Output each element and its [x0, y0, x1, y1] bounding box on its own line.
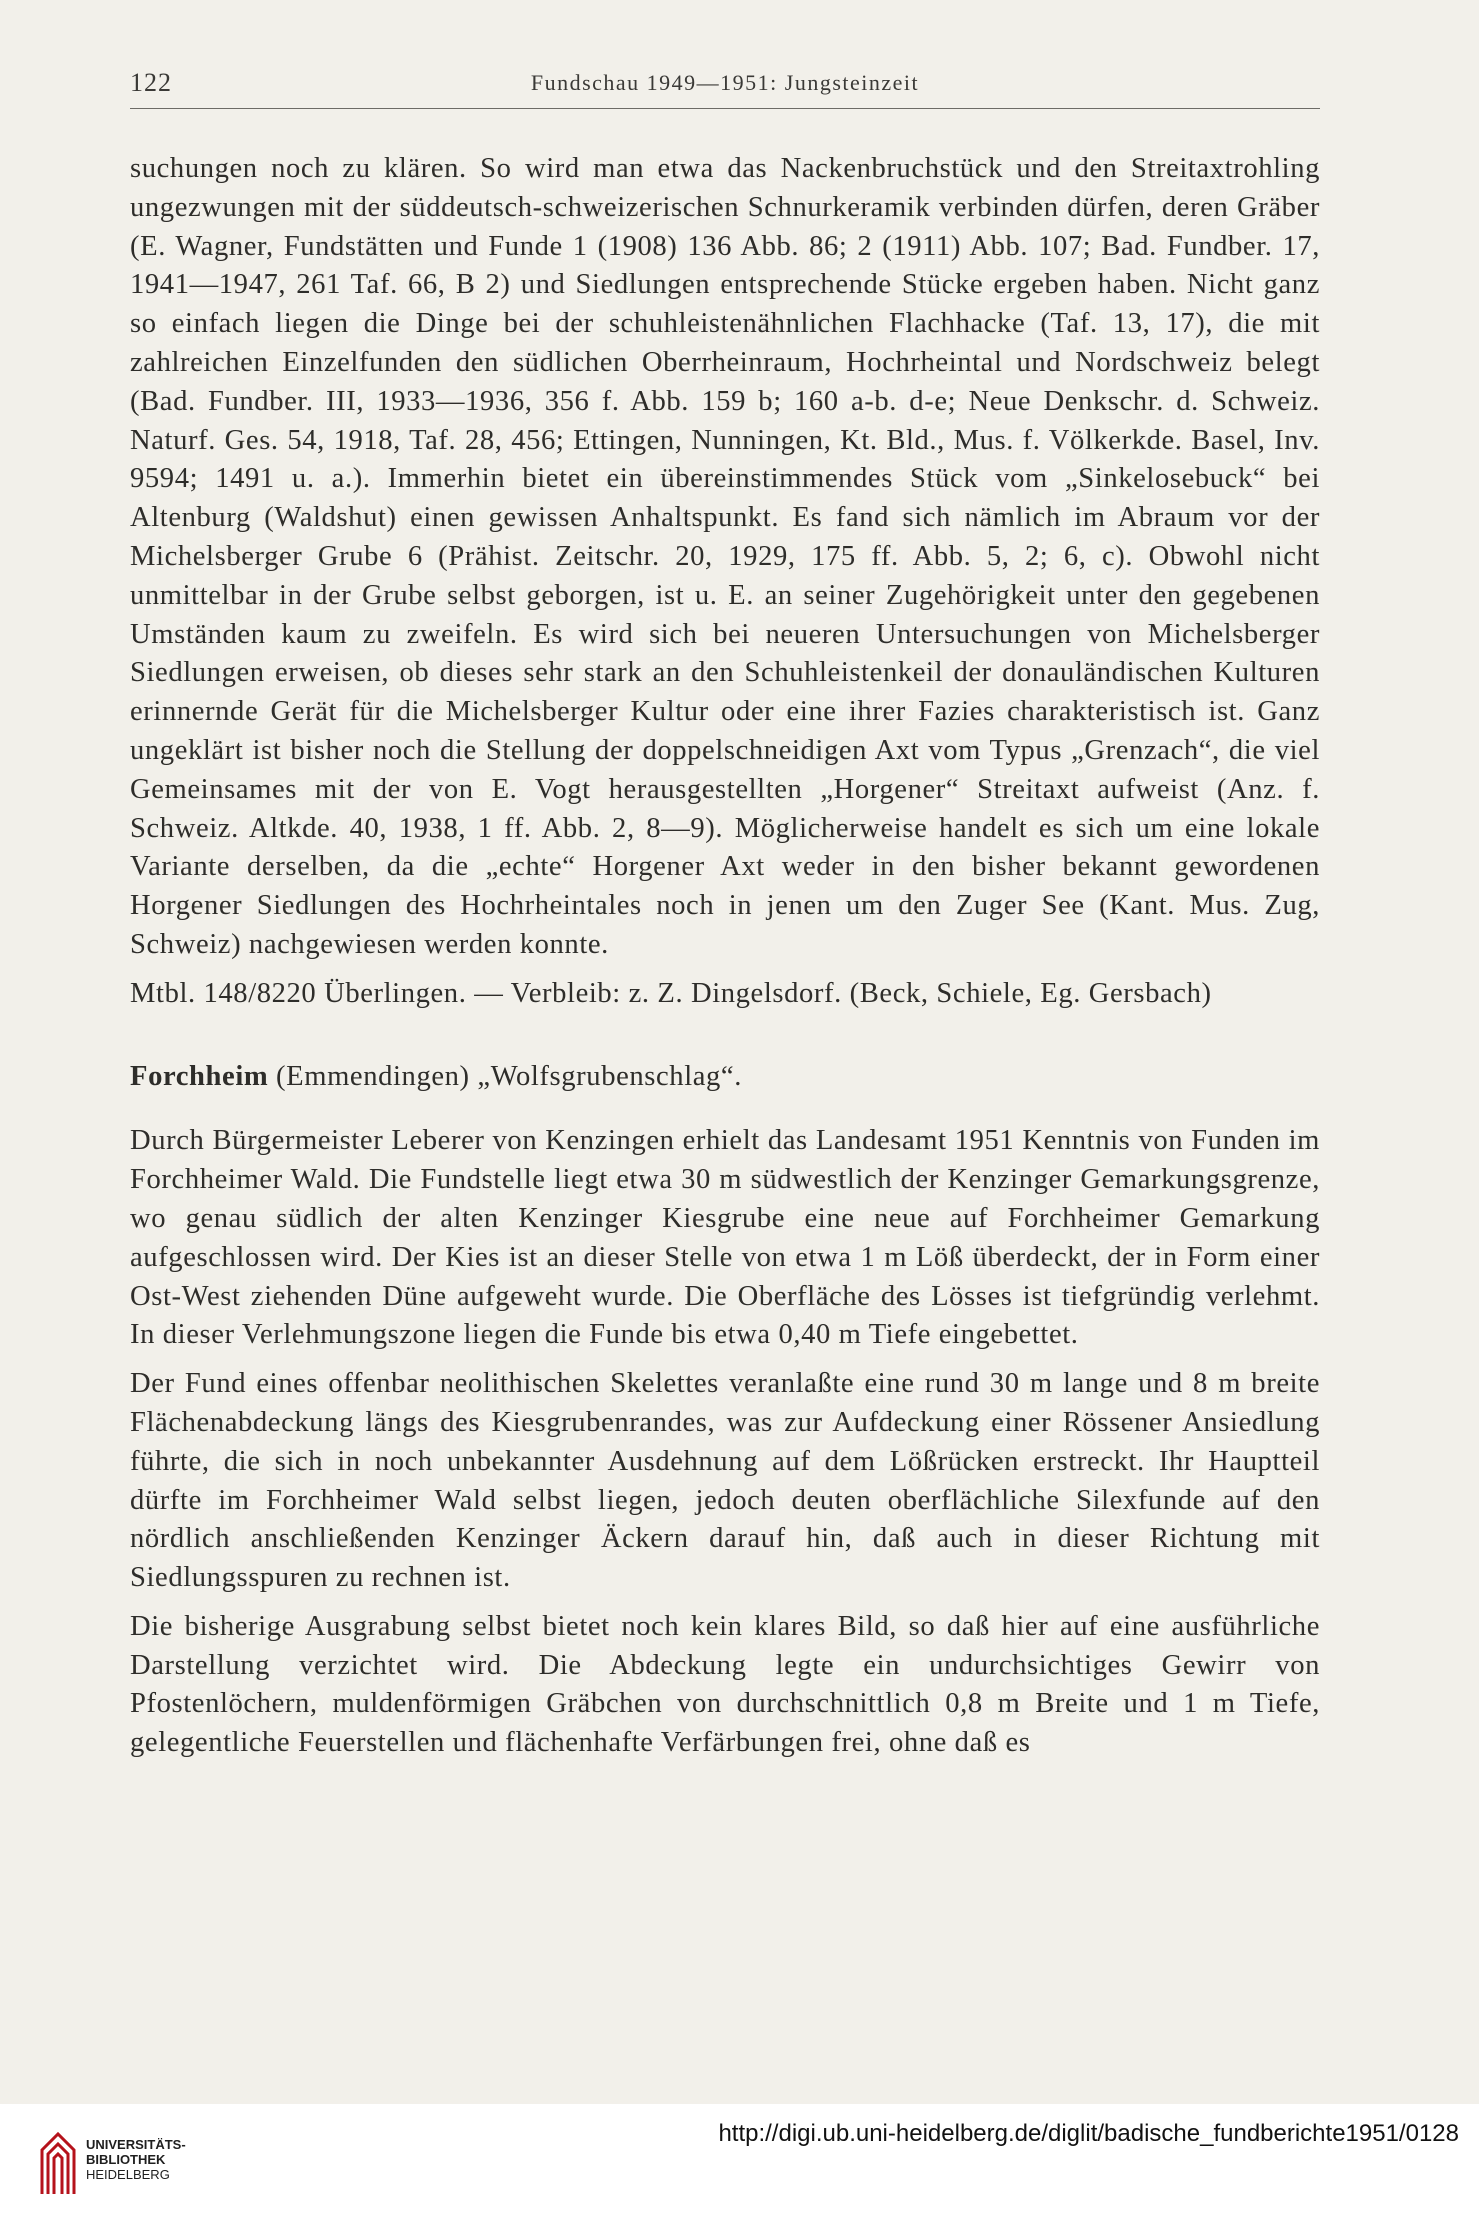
source-url-link[interactable]: http://digi.ub.uni-heidelberg.de/diglit/badische_fundberichte1951/0128 [718, 2120, 1459, 2147]
site-name: Forchheim [130, 1060, 269, 1092]
paragraph-2: Mtbl. 148/8220 Überlingen. — Verbleib: z. Z. Dingelsdorf. (Beck, Schiele, Eg. Gersbach) [130, 977, 1212, 1009]
library-name-line-3: HEIDELBERG [86, 2167, 170, 2182]
running-head: Fundschau 1949—1951: Jungsteinzeit [530, 70, 920, 95]
library-name-line-2: BIBLIOTHEK [86, 2152, 166, 2167]
page-number: 122 [130, 68, 172, 97]
page-header [130, 62, 1320, 110]
library-name-line-1: UNIVERSITÄTS- [86, 2137, 186, 2152]
section-heading-rest: (Emmendingen) „Wolfsgrubenschlag“. [268, 1060, 742, 1092]
section-paragraph-1: Durch Bürgermeister Leberer von Kenzingen erhielt das Landesamt 1951 Kenntnis von Funden im Forchheimer Wald. Die Fundstelle liegt etwa 30 m südwestlich der Kenzinger Gemarkungsgrenze, wo genau südlich der alten Kenzinger Kiesgrube eine neue auf Forchheimer Gemarkung aufgeschlossen wird. Der Kies ist an dieser Stelle von etwa 1 m Löß überdeckt, der in Form einer Ost-West ziehenden Düne aufgeweht wurde. Die Oberfläche des Lösses ist tiefgründig verlehmt. In dieser Verlehmungszone liegen die Funde bis etwa 0,40 m Tiefe eingebettet. [130, 1125, 1320, 1351]
header-divider [130, 108, 1320, 109]
section-heading [130, 1058, 1320, 1097]
logo-mark [42, 2134, 74, 2194]
footer-bar [0, 2104, 1479, 2219]
section-paragraph-2: Der Fund eines offenbar neolithischen Skelettes veranlaßte eine rund 30 m lange und 8 m breite Flächenabdeckung längs des Kiesgrubenrandes, was zur Aufdeckung einer Rössener Ansiedlung führte, die sich in noch unbekannter Ausdehnung auf dem Lößrücken erstreckt. Ihr Hauptteil dürfte im Forchheimer Wald selbst liegen, jedoch deuten oberflächliche Silexfunde auf den nördlich anschließenden Kenzinger Äckern darauf hin, daß auch in dieser Richtung mit Siedlungsspuren zu rechnen ist. [130, 1368, 1320, 1594]
paragraph-1: suchungen noch zu klären. So wird man etwa das Nackenbruchstück und den Streitaxtrohling ungezwungen mit der süddeutsch-schweizerischen Schnurkeramik verbinden dürfen, deren Gräber (E. Wagner, Fundstätten und Funde 1 (1908) 136 Abb. 86; 2 (1911) Abb. 107; Bad. Fundber. 17, 1941—1947, 261 Taf. 66, B 2) und Siedlungen entsprechende Stücke ergeben haben. Nicht ganz so einfach liegen die Dinge bei der schuhleistenähnlichen Flachhacke (Taf. 13, 17), die mit zahlreichen Einzelfunden den südlichen Oberrheinraum, Hochrheintal und Nordschweiz belegt (Bad. Fundber. III, 1933—1936, 356 f. Abb. 159 b; 160 a-b. d-e; Neue Denkschr. d. Schweiz. Naturf. Ges. 54, 1918, Taf. 28, 456; Ettingen, Nunningen, Kt. Bld., Mus. f. Völkerkde. Basel, Inv. 9594; 1491 u. a.). Immerhin bietet ein übereinstimmendes Stück vom „Sinkelosebuck“ bei Altenburg (Waldshut) einen gewissen Anhaltspunkt. Es fand sich nämlich im Abraum vor der Michelsberger Grube 6 (Prähist. Zeitschr. 20, 1929, 175 ff. Abb. 5, 2; 6, c). Obwohl nicht unmittelbar in der Grube selbst geborgen, ist u. E. an seiner Zugehörigkeit unter den gegebenen Umständen kaum zu zweifeln. Es wird sich bei neueren Untersuchungen von Michelsberger Siedlungen erweisen, ob dieses sehr stark an den Schuhleistenkeil der donauländischen Kulturen erinnernde Gerät für die Michelsberger Kultur oder eine ihrer Fazies charakteristisch ist. Ganz ungeklärt ist bisher noch die Stellung der doppelschneidigen Axt vom Typus „Grenzach“, die viel Gemeinsames mit der von E. Vogt herausgestellten „Horgener“ Streitaxt aufweist (Anz. f. Schweiz. Altkde. 40, 1938, 1 ff. Abb. 2, 8—9). Möglicherweise handelt es sich um eine lokale Variante derselben, da die „echte“ Horgener Axt weder in den bisher bekannt gewordenen Horgener Siedlungen des Hochrheintales noch in jenen um den Zuger See (Kant. Mus. Zug, Schweiz) nachgewiesen werden konnte. [130, 153, 1320, 960]
library-name [86, 2137, 186, 2182]
section-paragraph-3: Die bisherige Ausgrabung selbst bietet noch kein klares Bild, so daß hier auf eine ausführliche Darstellung verzichtet wird. Die Abdeckung legte ein undurchsichtiges Gewirr von Pfostenlöchern, muldenförmigen Gräbchen von durchschnittlich 0,8 m Breite und 1 m Tiefe, gelegentliche Feuerstellen und flächenhafte Verfärbungen frei, ohne daß es [130, 1610, 1320, 1759]
body-text [130, 150, 1320, 1773]
ub-heidelberg-logo-icon [38, 2124, 78, 2198]
